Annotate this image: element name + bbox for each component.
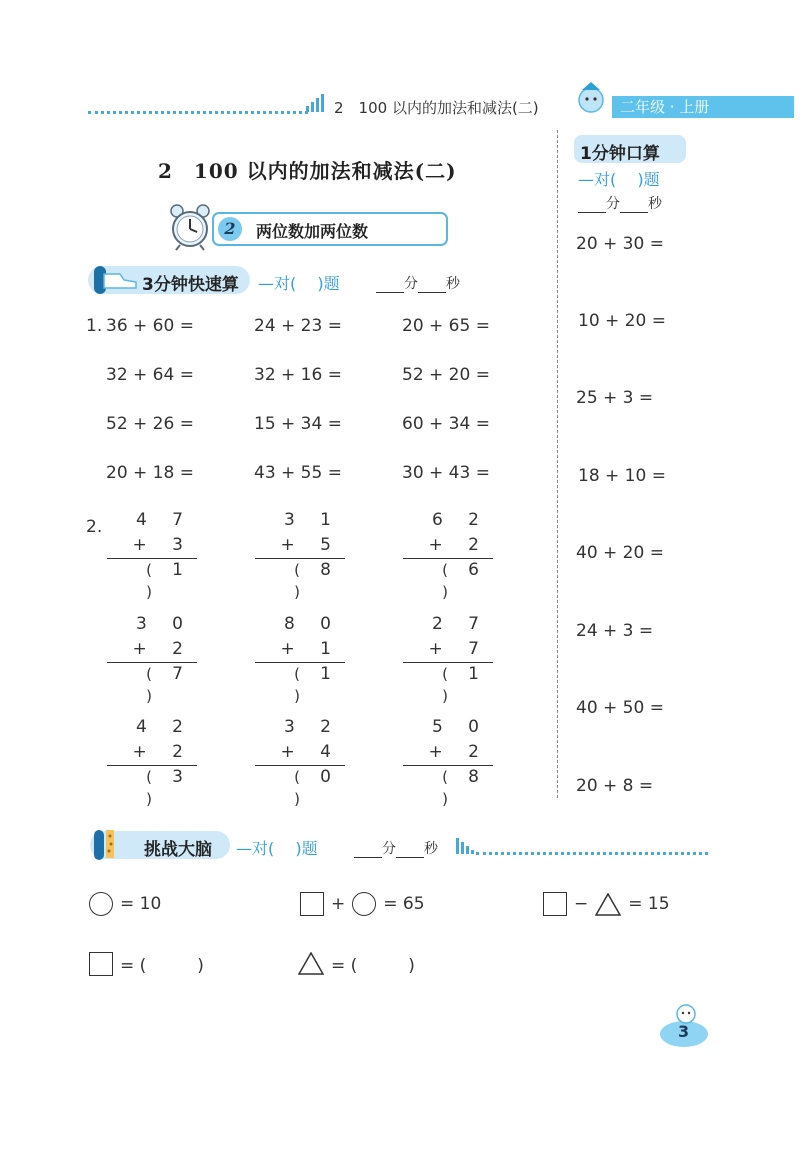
oral-equation[interactable]: 20 + 30 = [576, 234, 664, 254]
puzzle-circle-equation: = 10 [89, 892, 161, 916]
vertical-top: 3 2 [283, 717, 341, 737]
q1-equation[interactable]: 24 + 23 = [254, 316, 342, 336]
mascot-icon [572, 78, 610, 116]
quick-section-label: 3分钟快速算 [142, 275, 239, 295]
brain-time: 分 秒 [354, 838, 438, 858]
brain-dotted-line [476, 852, 708, 855]
answer-parentheses[interactable]: ( ) [442, 665, 474, 705]
triangle-shape [595, 893, 621, 916]
quick-time: 分 秒 [376, 273, 460, 293]
vertical-calc[interactable] [403, 508, 493, 601]
square-shape [543, 892, 567, 916]
vertical-calc[interactable] [107, 715, 197, 808]
vertical-calc[interactable] [403, 715, 493, 808]
vertical-bottom: + 2 6 [428, 535, 489, 580]
q1-equation[interactable]: 52 + 26 = [106, 414, 194, 434]
q1-equation[interactable]: 32 + 64 = [106, 365, 194, 385]
answer-parentheses[interactable]: ( ) [442, 561, 474, 601]
vertical-calc[interactable] [255, 715, 345, 808]
oral-equation[interactable]: 18 + 10 = [578, 466, 666, 486]
vertical-top: 3 0 [135, 614, 193, 634]
q1-equation[interactable]: 36 + 60 = [106, 316, 194, 336]
triangle-shape [298, 952, 324, 975]
q1-equation[interactable]: 43 + 55 = [254, 463, 342, 483]
answer-parentheses[interactable]: ( ) [146, 768, 178, 808]
answer-parentheses[interactable]: ( ) [294, 665, 326, 705]
oral-section-label: 1分钟口算 [580, 144, 660, 164]
topic-number: 2 [218, 217, 242, 241]
oral-equation[interactable]: 24 + 3 = [576, 621, 654, 641]
vertical-bottom: + 1 1 [280, 639, 341, 684]
vertical-top: 5 0 [431, 717, 489, 737]
topic-label: 两位数加两位数 [256, 222, 369, 241]
vertical-bottom: + 4 0 [280, 742, 341, 787]
brain-score: —对( )题 [236, 839, 318, 858]
answer-parentheses[interactable]: ( ) [442, 768, 474, 808]
shoe-icon [94, 266, 138, 294]
q1-number: 1. [86, 316, 103, 336]
oral-equation[interactable]: 20 + 8 = [576, 776, 654, 796]
vertical-bottom: + 2 3 [132, 742, 193, 787]
header-dotted-line [88, 111, 308, 114]
vertical-calc[interactable] [403, 612, 493, 705]
vertical-calc[interactable] [107, 508, 197, 601]
square-shape [89, 952, 113, 976]
giraffe-icon [94, 826, 124, 862]
q1-equation[interactable]: 20 + 65 = [402, 316, 490, 336]
answer-triangle[interactable]: = ( ) [298, 951, 415, 976]
page-title: 2 100 以内的加法和减法(二) [158, 159, 457, 183]
header-chapter: 2 100 以内的加法和减法(二) [334, 99, 539, 117]
alarm-clock-icon [168, 203, 212, 251]
puzzle-square-triangle-equation: − = 15 [543, 892, 670, 916]
oral-score: —对( )题 [578, 170, 660, 189]
header-grade: 二年级 · 上册 [612, 96, 794, 118]
brain-section-label: 挑战大脑 [144, 840, 212, 860]
q1-equation[interactable]: 20 + 18 = [106, 463, 194, 483]
square-shape [300, 892, 324, 916]
oral-equation[interactable]: 10 + 20 = [578, 311, 666, 331]
vertical-bottom: + 5 8 [280, 535, 341, 580]
answer-square[interactable]: = ( ) [89, 951, 204, 976]
vertical-bottom: + 2 8 [428, 742, 489, 787]
vertical-calc[interactable] [255, 612, 345, 705]
vertical-top: 6 2 [431, 510, 489, 530]
answer-parentheses[interactable]: ( ) [146, 665, 178, 705]
q1-equation[interactable]: 52 + 20 = [402, 365, 490, 385]
vertical-calc[interactable] [107, 612, 197, 705]
q1-equation[interactable]: 30 + 43 = [402, 463, 490, 483]
oral-equation[interactable]: 40 + 20 = [576, 543, 664, 563]
page-number: 3 [678, 1022, 690, 1041]
vertical-top: 4 7 [135, 510, 193, 530]
column-divider [557, 130, 558, 798]
q2-number: 2. [86, 517, 103, 537]
answer-parentheses[interactable]: ( ) [294, 561, 326, 601]
oral-time: 分 秒 [578, 193, 662, 213]
circle-shape [352, 892, 376, 916]
vertical-top: 8 0 [283, 614, 341, 634]
oral-equation[interactable]: 25 + 3 = [576, 388, 654, 408]
vertical-bottom: + 7 1 [428, 639, 489, 684]
q1-equation[interactable]: 15 + 34 = [254, 414, 342, 434]
vertical-calc[interactable] [255, 508, 345, 601]
oral-equation[interactable]: 40 + 50 = [576, 698, 664, 718]
vertical-bottom: + 2 7 [132, 639, 193, 684]
vertical-bottom: + 3 1 [132, 535, 193, 580]
q1-equation[interactable]: 60 + 34 = [402, 414, 490, 434]
q1-equation[interactable]: 32 + 16 = [254, 365, 342, 385]
vertical-top: 4 2 [135, 717, 193, 737]
brain-bars-decoration [456, 838, 474, 854]
header-bars-decoration [306, 94, 324, 112]
circle-shape [89, 892, 113, 916]
puzzle-square-circle-equation: + = 65 [300, 892, 425, 916]
vertical-top: 3 1 [283, 510, 341, 530]
answer-parentheses[interactable]: ( ) [146, 561, 178, 601]
vertical-top: 2 7 [431, 614, 489, 634]
answer-parentheses[interactable]: ( ) [294, 768, 326, 808]
quick-score: —对( )题 [258, 274, 340, 293]
